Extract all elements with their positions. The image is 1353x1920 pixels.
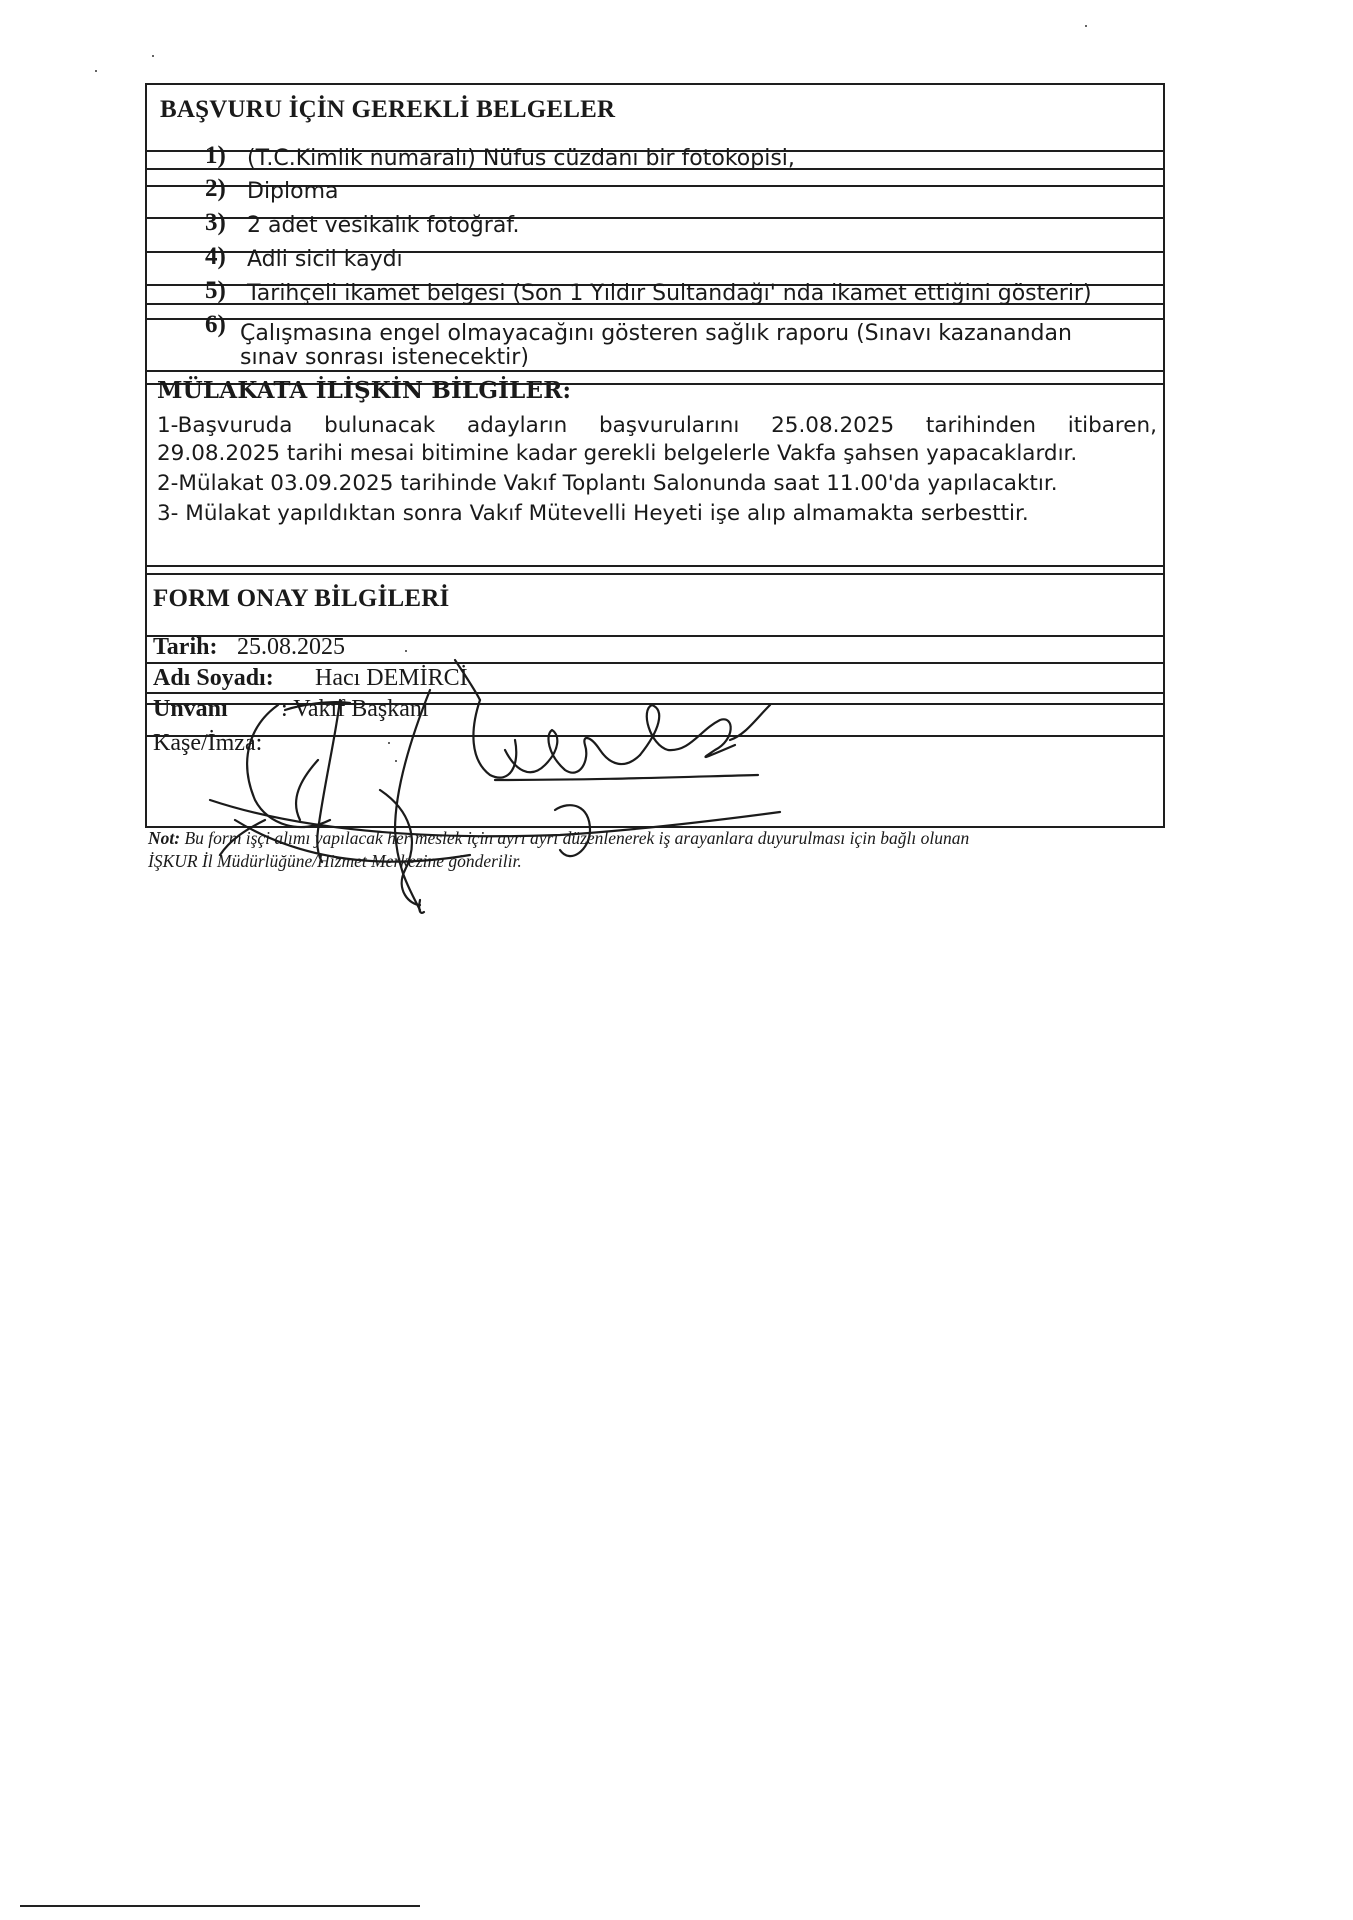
form-note <box>148 827 1248 873</box>
interview-paragraph-1: 1-Başvuruda bulunacak adayların başvurularını 25.08.2025 tarihinden itibaren, <box>157 413 1157 438</box>
rule <box>145 735 1165 737</box>
note-text: Bu form işçi alımı yapılacak her meslek için ayrı ayrı düzenlenerek iş arayanlara duyurulması için bağlı olunan <box>184 828 970 848</box>
date-value: 25.08.2025 <box>237 634 345 660</box>
rule <box>145 662 1165 664</box>
scan-speck <box>388 742 390 744</box>
item-text: (T.C.Kimlik numaralı) Nüfus cüzdanı bir fotokopisi, <box>247 146 795 171</box>
documents-title: BAŞVURU İÇİN GEREKLİ BELGELER <box>160 96 616 123</box>
stamp-signature-label: Kaşe/İmza: <box>153 730 263 756</box>
note-text-continued: İŞKUR İl Müdürlüğüne/Hizmet Merkezine gönderilir. <box>148 851 522 871</box>
date-label: Tarih: <box>153 634 218 660</box>
rule <box>145 692 1165 694</box>
rule <box>145 370 1165 372</box>
interview-paragraph-3: 3- Mülakat yapıldıktan sonra Vakıf Mütevelli Heyeti işe alıp almamakta serbesttir. <box>157 501 1029 526</box>
item-number: 4) <box>205 243 226 270</box>
scan-speck <box>395 760 397 762</box>
item-text: Diploma <box>247 179 339 204</box>
item-number: 3) <box>205 209 226 236</box>
rule <box>145 573 1165 575</box>
scan-speck <box>152 55 154 57</box>
item-text: Adli sicil kaydı <box>247 247 403 272</box>
item-text-continued: sınav sonrası istenecektir) <box>240 345 529 370</box>
interview-paragraph-2: 2-Mülakat 03.09.2025 tarihinde Vakıf Toplantı Salonunda saat 11.00'da yapılacaktır. <box>157 471 1058 496</box>
item-text: Tarihçeli ikamet belgesi (Son 1 Yıldır Sultandağı' nda ikamet ettiğini gösterir) <box>247 281 1092 306</box>
scan-speck <box>405 650 407 652</box>
item-text: 2 adet vesikalık fotoğraf. <box>247 213 520 238</box>
rule <box>145 318 1165 320</box>
scan-speck <box>1085 25 1087 27</box>
interview-title: MÜLAKATA İLİŞKİN BİLGİLER: <box>157 377 572 404</box>
name-label: Adı Soyadı: <box>153 665 274 691</box>
item-number: 1) <box>205 142 226 169</box>
interview-paragraph-1-continued: 29.08.2025 tarihi mesai bitimine kadar gerekli belgelerle Vakfa şahsen yapacaklardır. <box>157 441 1078 466</box>
item-number: 2) <box>205 175 226 202</box>
item-number: 5) <box>205 277 226 304</box>
page-footer-rule <box>20 1905 420 1907</box>
approval-title: FORM ONAY BİLGİLERİ <box>153 585 450 612</box>
note-label: Not: <box>148 828 181 848</box>
title-value: : Vakıf Başkanı <box>281 696 429 722</box>
rule <box>145 565 1165 567</box>
item-number: 6) <box>205 311 226 338</box>
item-text: Çalışmasına engel olmayacağını gösteren sağlık raporu (Sınavı kazanandan <box>240 321 1072 346</box>
name-value: Hacı DEMİRCİ <box>315 665 468 691</box>
title-label: Unvanı <box>153 696 228 722</box>
scan-speck <box>95 70 97 72</box>
